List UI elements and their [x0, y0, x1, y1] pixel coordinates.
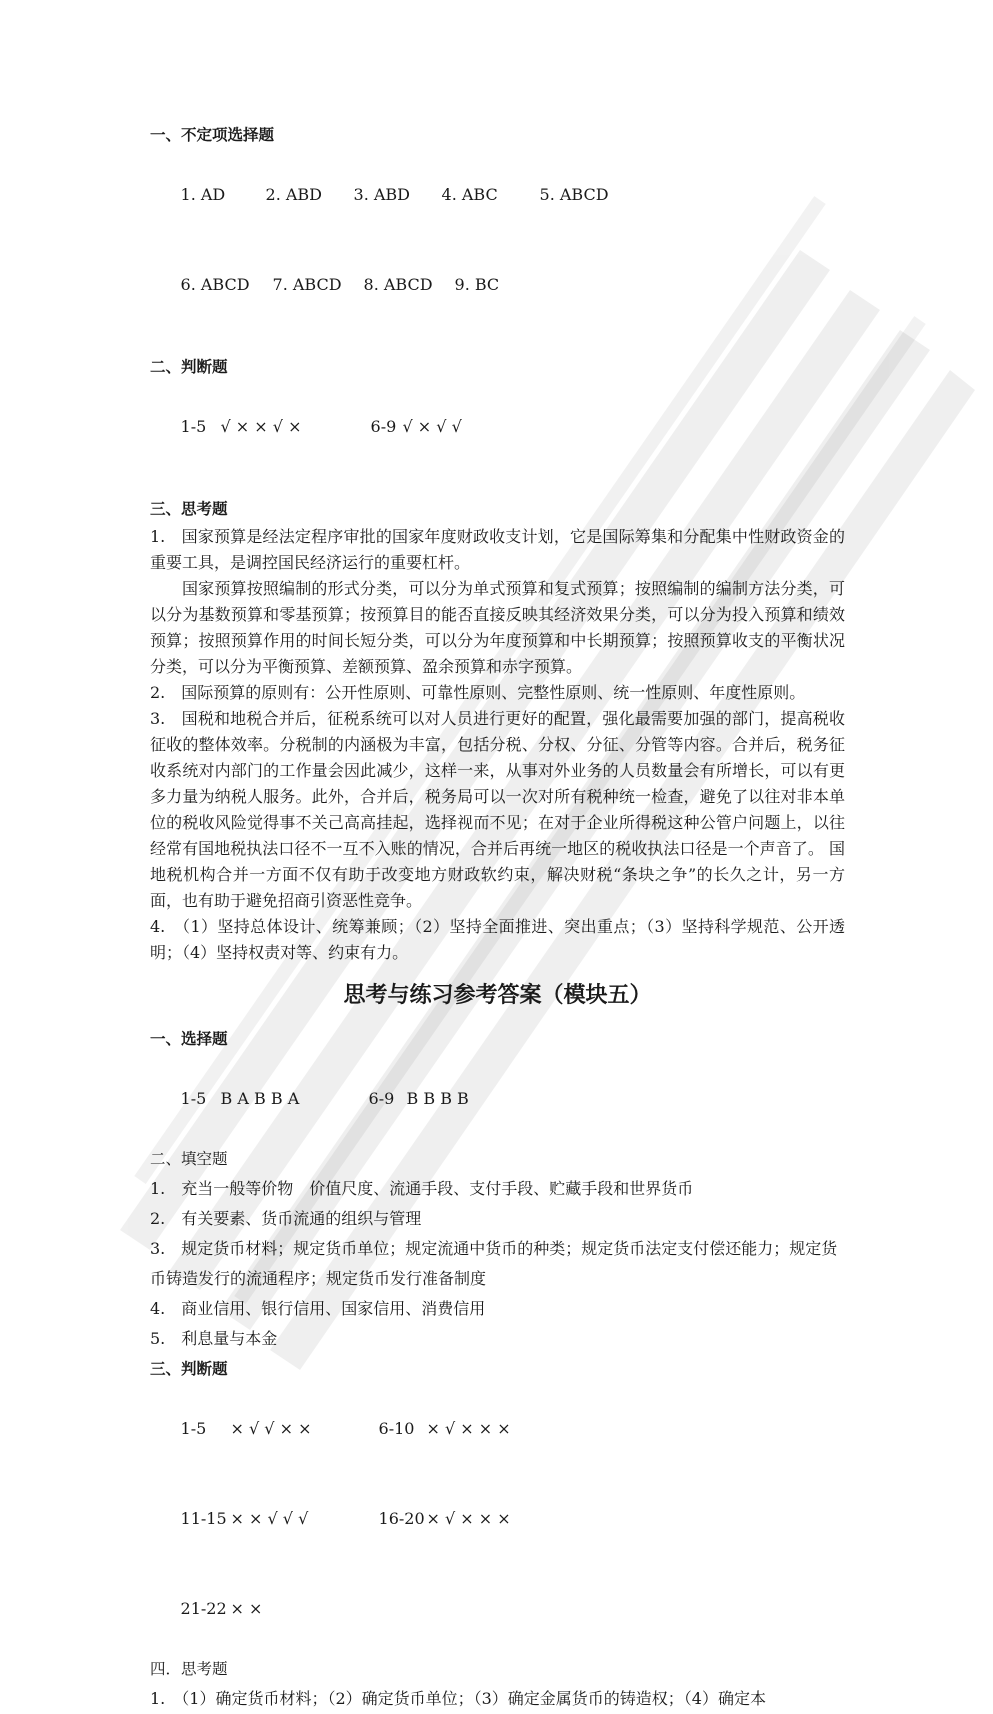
answer-label: 1-5 — [180, 1089, 207, 1108]
answer-marks: B B B B — [406, 1089, 469, 1108]
answer-item: 2. ABD — [265, 185, 323, 204]
answer-item: 6. ABCD — [180, 275, 250, 294]
answer-item: 7. ABCD — [272, 275, 342, 294]
section-heading: 二、填空题 — [150, 1150, 228, 1168]
section-heading: 一、选择题 — [150, 1030, 228, 1048]
answer-marks: B A B B A — [220, 1089, 300, 1108]
answer-item: 9. BC — [454, 275, 500, 294]
judge-marks: × √ × × × — [426, 1419, 511, 1438]
answer-row — [150, 1054, 845, 1144]
judge-row — [150, 382, 845, 472]
answer-row — [150, 150, 845, 240]
section-heading: 三、思考题 — [150, 500, 228, 518]
fill-answer: 4. 商业信用、银行信用、国家信用、消费信用 — [150, 1299, 486, 1318]
think-answer: 1. （1）确定货币材料；（2）确定货币单位；（3）确定金属货币的铸造权；（4）确定本 — [150, 1689, 766, 1708]
answer-item: 4. ABC — [441, 185, 498, 204]
judge-label: 1-5 — [180, 1419, 207, 1438]
judge-label: 21-22 — [180, 1599, 227, 1618]
judge-label: 6-10 — [378, 1419, 415, 1438]
answer-item: 1. AD — [180, 185, 226, 204]
judge-marks: × √ √ × × — [230, 1419, 312, 1438]
answer-paragraph: 国家预算按照编制的形式分类，可以分为单式预算和复式预算；按照编制的编制方法分类，可以分为基数预算和零基预算；按预算目的能否直接反映其经济效果分类，可以分为投入预算和绩效预算；按照预算作用的时间长短分类，可以分为年度预算和中长期预算；按照预算收支的平衡状况分类，可以分为平衡预算、差额预算、盈余预算和赤字预算。 — [150, 579, 845, 676]
judge-marks: × × √ √ √ — [230, 1509, 309, 1528]
judge-marks: × √ × × × — [426, 1509, 511, 1528]
answer-paragraph: 4. （1）坚持总体设计、统筹兼顾；（2）坚持全面推进、突出重点；（3）坚持科学规范、公开透明；（4）坚持权责对等、约束有力。 — [150, 917, 845, 962]
judge-marks: √ × × √ × — [220, 417, 302, 436]
answer-item: 8. ABCD — [363, 275, 433, 294]
fill-answer: 2. 有关要素、货币流通的组织与管理 — [150, 1209, 422, 1228]
judge-row — [150, 1474, 845, 1564]
judge-row — [150, 1384, 845, 1474]
judge-row — [150, 1564, 845, 1654]
answer-paragraph: 3. 国税和地税合并后，征税系统可以对人员进行更好的配置，强化最需要加强的部门，提高税收征收的整体效率。分税制的内涵极为丰富，包括分税、分权、分征、分管等内容。合并后，税务征收系统对内部门的工作量会因此减少，这样一来，从事对外业务的人员数量会有所增长，可以有更多力量为纳税人服务。此外，合并后，税务局可以一次对所有税种统一检查，避免了以往对非本单位的税收风险觉得事不关己高高挂起，选择视而不见；在对于企业所得税这种公管户问题上，以往经常有国地税执法口径不一互不入账的情况，合并后再统一地区的税收执法口径是一个声音了。 国地税机构合并一方面不仅有助于改变地方财政软约束，解决财税“条块之争”的长久之计，另一方面，也有助于避免招商引资恶性竞争。 — [150, 709, 845, 910]
answer-paragraph: 1. 国家预算是经法定程序审批的国家年度财政收支计划，它是国际筹集和分配集中性财政资金的重要工具，是调控国民经济运行的重要杠杆。 — [150, 527, 845, 572]
section-heading: 二、判断题 — [150, 358, 228, 376]
fill-answer: 5. 利息量与本金 — [150, 1329, 278, 1348]
module-title: 思考与练习参考答案（模块五） — [343, 983, 652, 1008]
judge-marks: × × — [230, 1599, 263, 1618]
answer-item: 3. ABD — [353, 185, 411, 204]
judge-label: 1-5 — [180, 417, 207, 436]
fill-answer: 3. 规定货币材料；规定货币单位；规定流通中货币的种类；规定货币法定支付偿还能力；规定货币铸造发行的流通程序；规定货币发行准备制度 — [150, 1239, 838, 1288]
answer-paragraph: 2. 国际预算的原则有：公开性原则、可靠性原则、完整性原则、统一性原则、年度性原则。 — [150, 683, 806, 702]
answer-item: 5. ABCD — [539, 185, 609, 204]
fill-answer: 1. 充当一般等价物 价值尺度、流通手段、支付手段、贮藏手段和世界货币 — [150, 1179, 694, 1198]
answer-row — [150, 240, 845, 330]
section-heading: 一、不定项选择题 — [150, 126, 275, 144]
judge-marks: √ × √ √ — [402, 417, 462, 436]
section-heading: 三、判断题 — [150, 1360, 228, 1378]
judge-label: 6-9 — [370, 417, 397, 436]
answer-content — [150, 120, 845, 1714]
answer-label: 6-9 — [368, 1089, 395, 1108]
judge-label: 16-20 — [378, 1509, 425, 1528]
judge-label: 11-15 — [180, 1509, 227, 1528]
section-heading: 四．思考题 — [150, 1660, 228, 1678]
